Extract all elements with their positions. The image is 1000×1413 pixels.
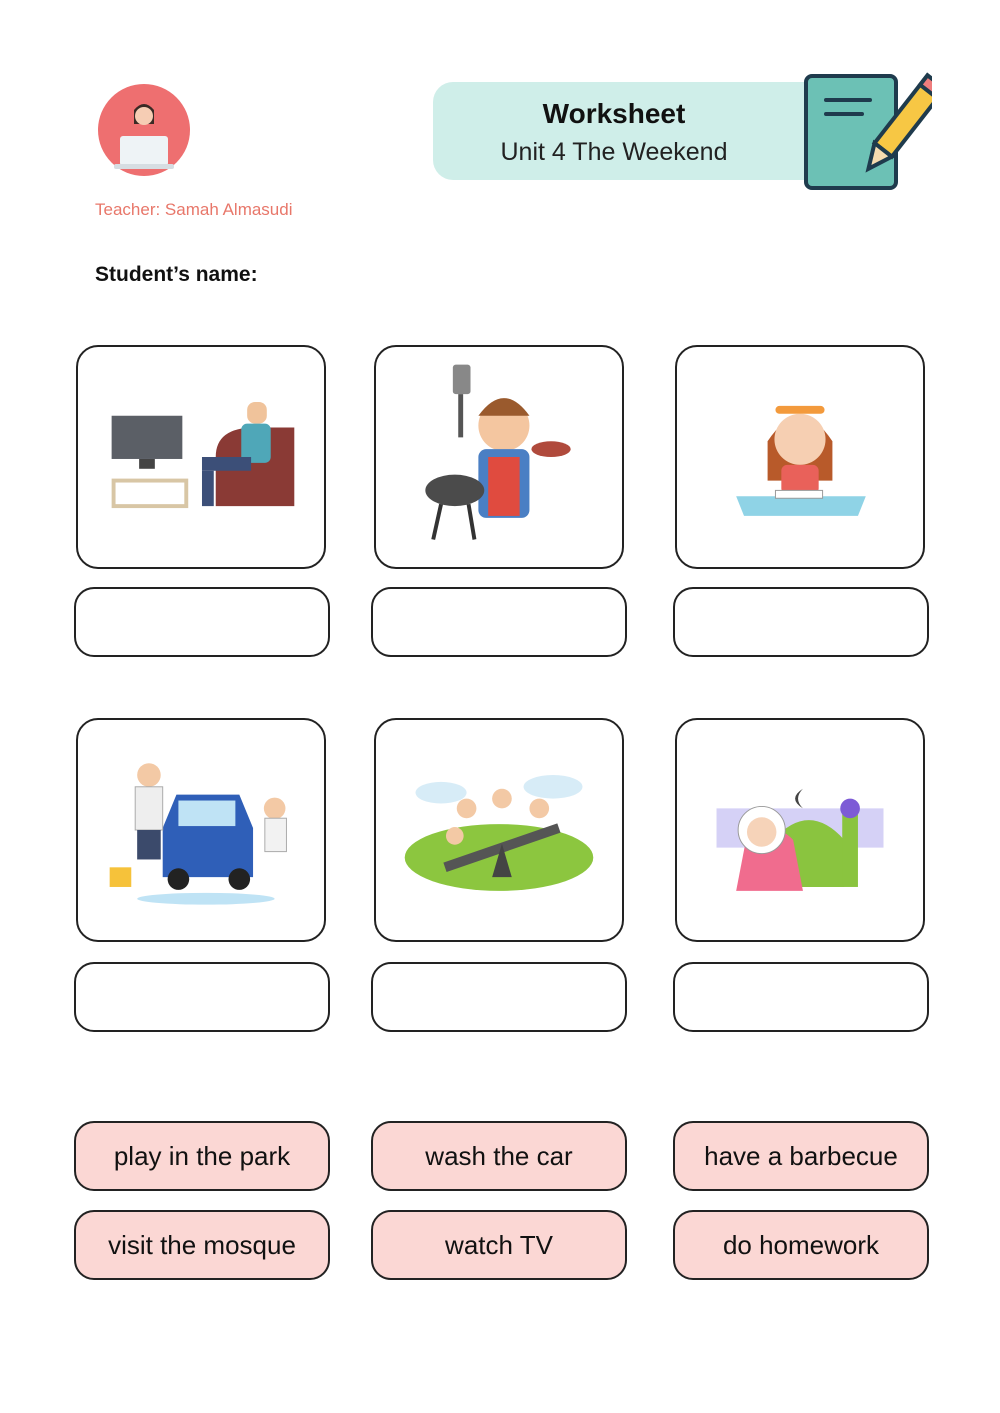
watch-tv-picture — [76, 345, 326, 569]
barbecue-picture — [374, 345, 624, 569]
worksheet-title: Worksheet — [542, 98, 686, 129]
student-name-label: Student’s name: — [95, 263, 258, 286]
answer-box[interactable] — [371, 962, 627, 1032]
word-chip-have-a-barbecue[interactable]: have a barbecue — [673, 1121, 929, 1191]
wash-car-illustration — [78, 720, 324, 940]
barbecue-illustration — [376, 347, 622, 567]
wash-car-picture — [76, 718, 326, 942]
answer-box[interactable] — [74, 587, 330, 657]
mosque-illustration — [677, 720, 923, 940]
notebook-pencil-icon — [800, 70, 932, 192]
answer-box[interactable] — [673, 962, 929, 1032]
answer-box[interactable] — [673, 587, 929, 657]
unit-subtitle: Unit 4 The Weekend — [500, 138, 728, 166]
answer-box[interactable] — [74, 962, 330, 1032]
park-illustration — [376, 720, 622, 940]
answer-box[interactable] — [371, 587, 627, 657]
mosque-picture — [675, 718, 925, 942]
teacher-avatar-icon — [98, 84, 190, 176]
word-chip-wash-the-car[interactable]: wash the car — [371, 1121, 627, 1191]
homework-illustration — [677, 347, 923, 567]
word-chip-play-in-the-park[interactable]: play in the park — [74, 1121, 330, 1191]
word-chip-visit-the-mosque[interactable]: visit the mosque — [74, 1210, 330, 1280]
teacher-name: Teacher: Samah Almasudi — [95, 200, 293, 219]
word-chip-watch-tv[interactable]: watch TV — [371, 1210, 627, 1280]
word-chip-do-homework[interactable]: do homework — [673, 1210, 929, 1280]
watch-tv-illustration — [78, 347, 324, 567]
homework-picture — [675, 345, 925, 569]
park-picture — [374, 718, 624, 942]
